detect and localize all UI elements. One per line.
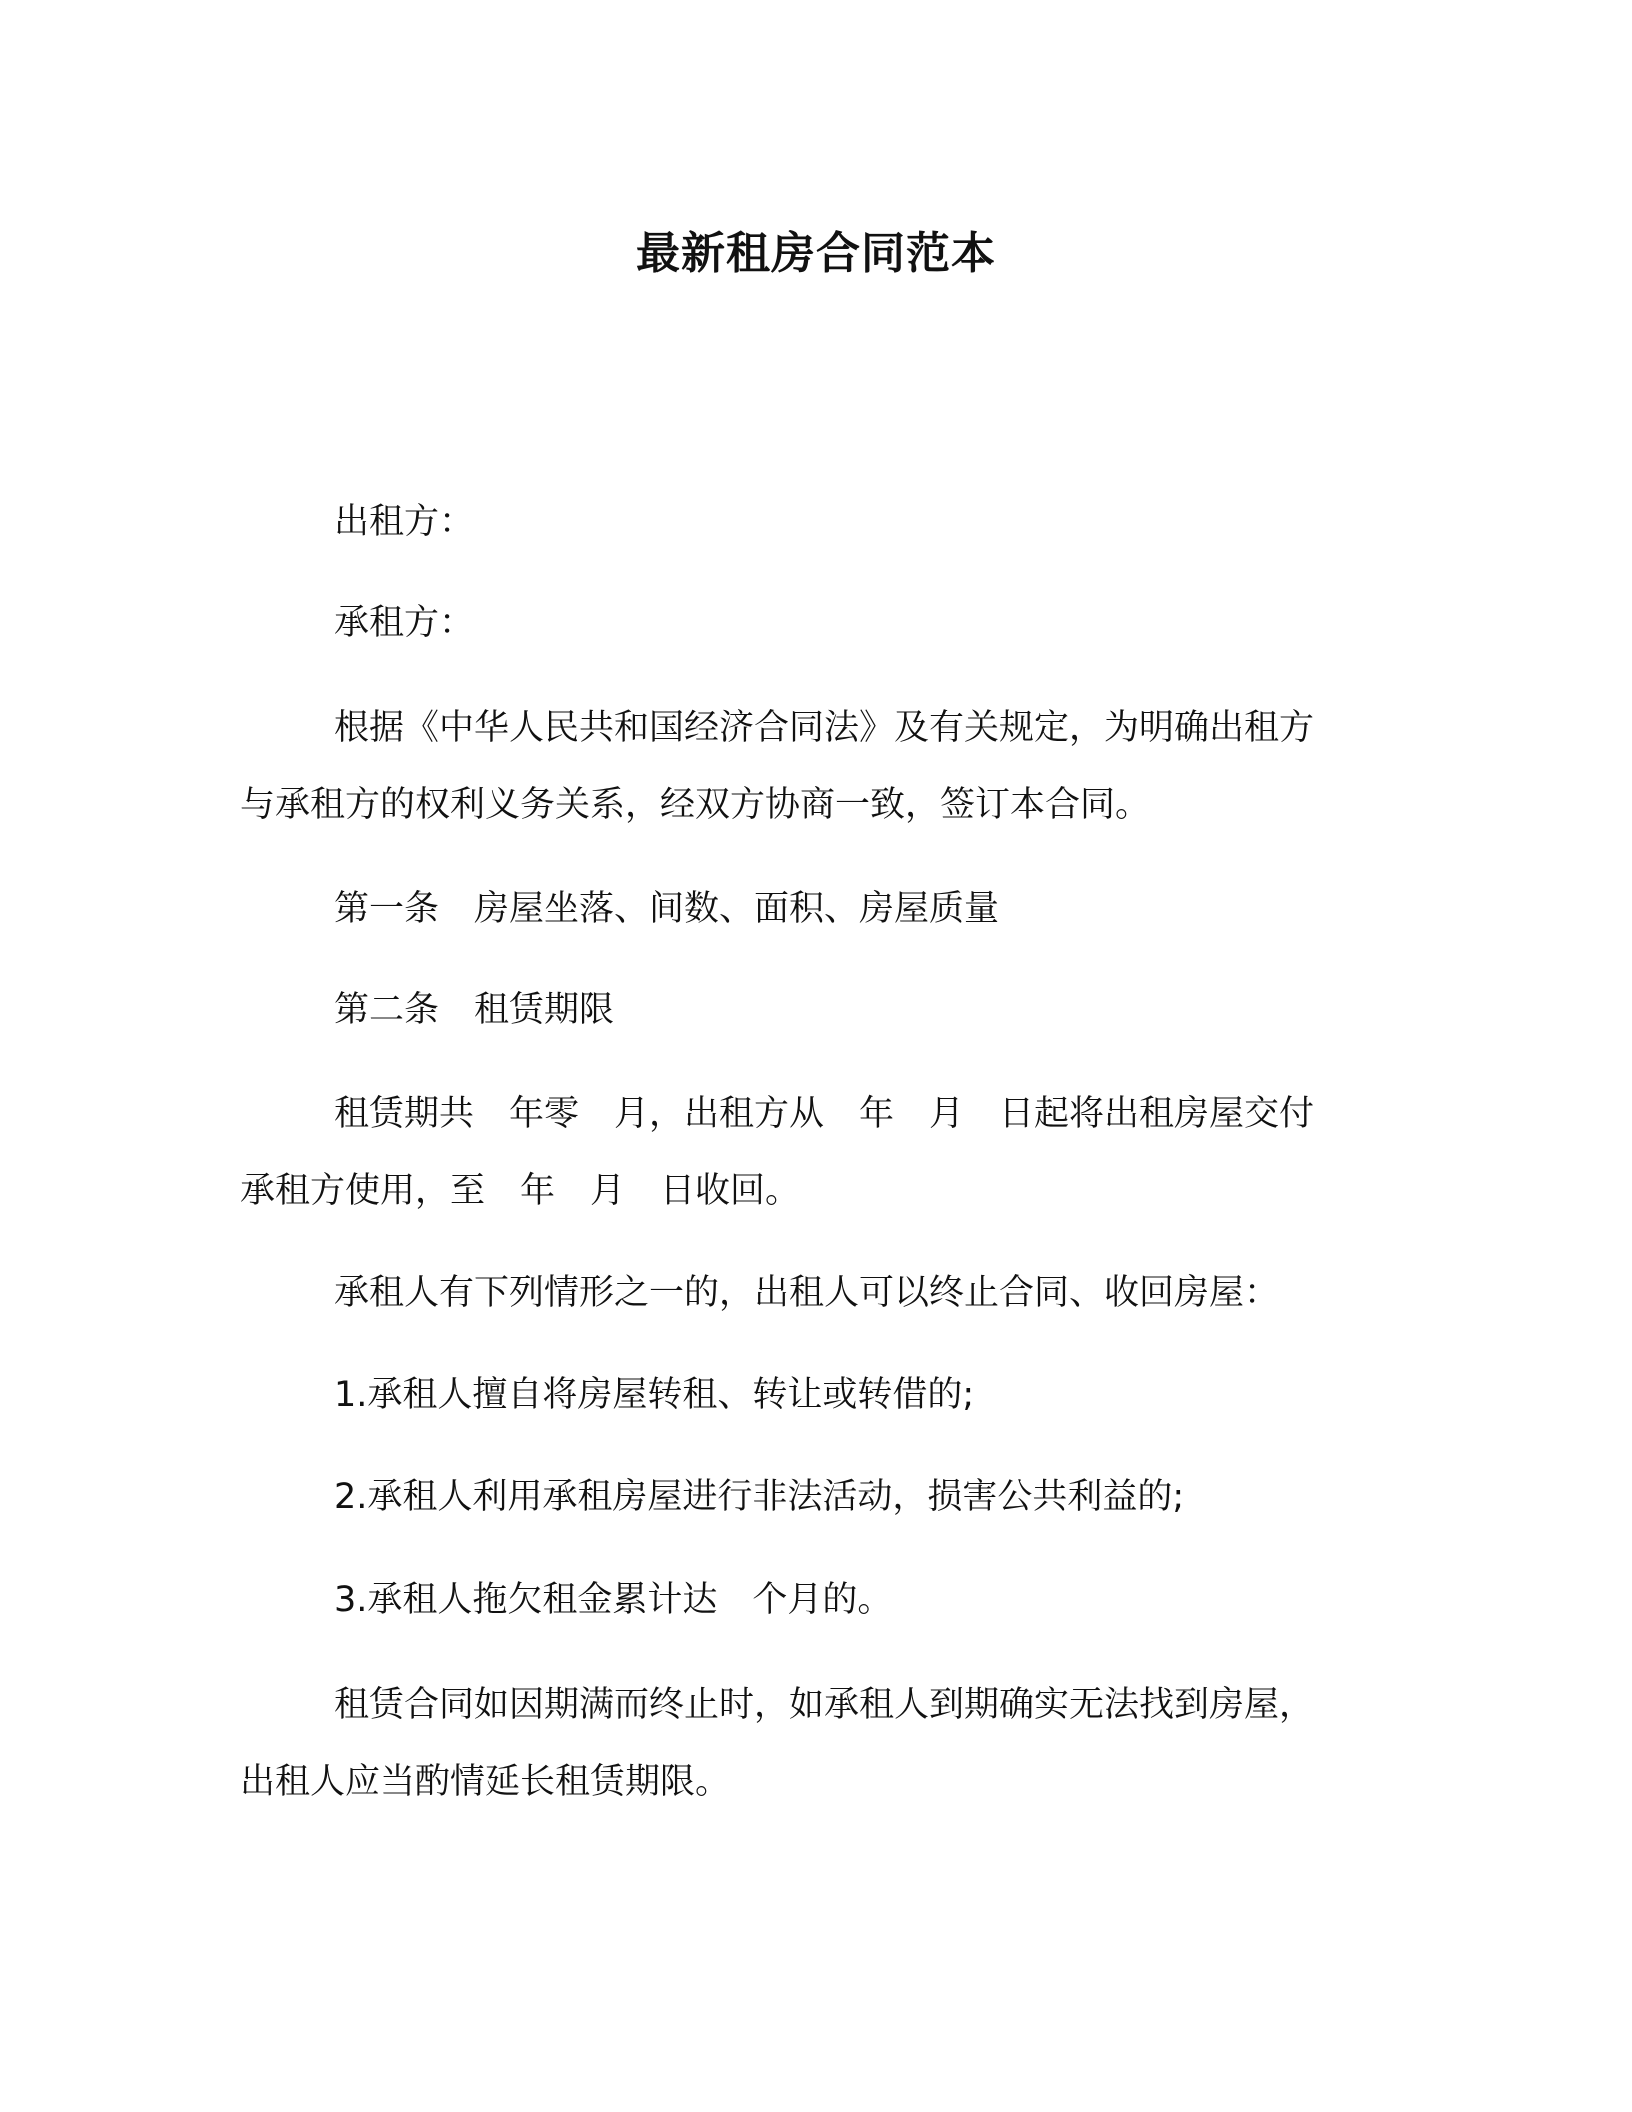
article-2-heading: 第二条 租赁期限 [334, 990, 615, 1030]
article-1-heading: 第一条 房屋坐落、间数、面积、房屋质量 [334, 889, 1000, 929]
lessee-line: 承租方： [334, 603, 475, 643]
termination-intro: 承租人有下列情形之一的，出租人可以终止合同、收回房屋： [334, 1273, 1280, 1313]
lease-term-line-2: 承租方使用，至 年 月 日收回。 [240, 1171, 801, 1211]
extension-line-1: 租赁合同如因期满而终止时，如承租人到期确实无法找到房屋， [334, 1685, 1315, 1725]
termination-item-2: 2.承租人利用承租房屋进行非法活动，损害公共利益的; [334, 1477, 1185, 1517]
preamble-line-1: 根据《中华人民共和国经济合同法》及有关规定，为明确出租方 [334, 708, 1315, 748]
termination-item-1: 1.承租人擅自将房屋转租、转让或转借的; [334, 1375, 975, 1415]
termination-item-3: 3.承租人拖欠租金累计达 个月的。 [334, 1580, 893, 1620]
lessor-line: 出租方： [334, 502, 475, 542]
document-title: 最新租房合同范本 [636, 228, 996, 279]
lease-term-line-1: 租赁期共 年零 月，出租方从 年 月 日起将出租房屋交付 [334, 1094, 1315, 1134]
preamble-line-2: 与承租方的权利义务关系，经双方协商一致，签订本合同。 [240, 785, 1151, 825]
extension-line-2: 出租人应当酌情延长租赁期限。 [240, 1762, 731, 1802]
